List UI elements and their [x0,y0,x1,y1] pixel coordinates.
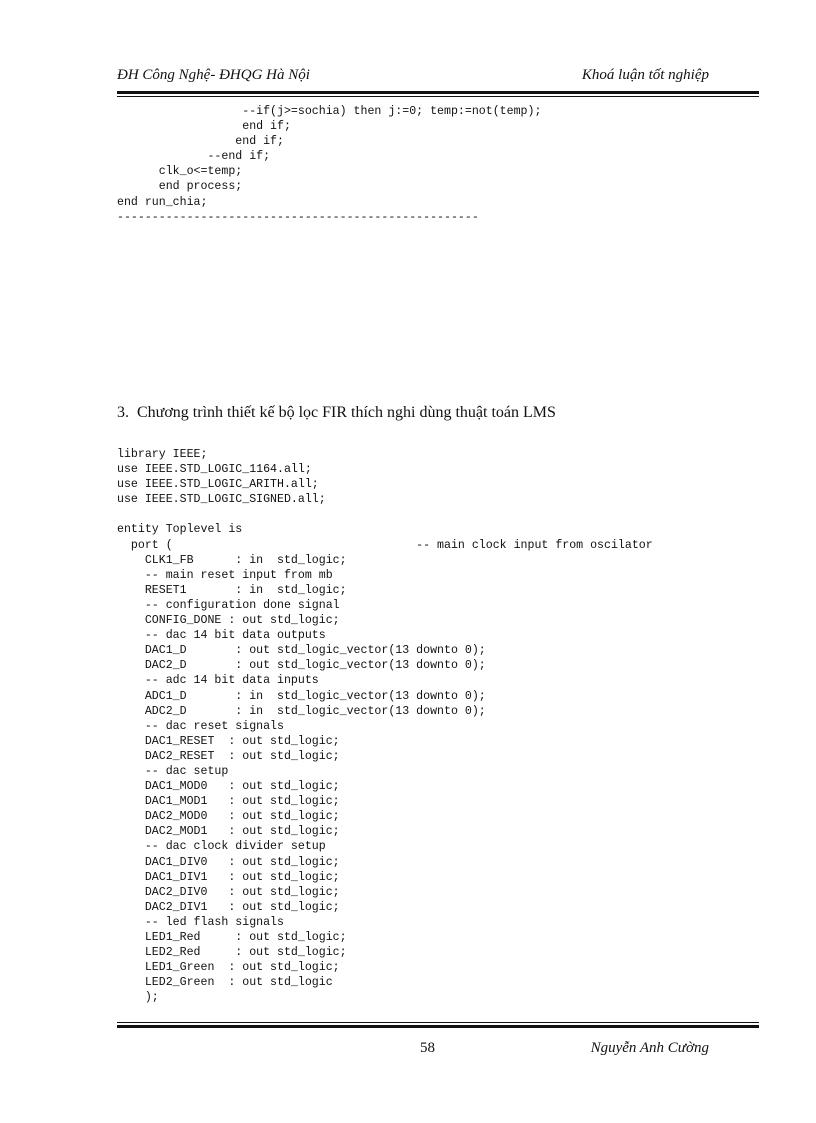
code-line: library IEEE; [117,448,208,461]
code-line: ); [117,991,159,1005]
code-line: DAC2_DIV1 : out std_logic; [117,900,340,914]
page-number: 58 [420,1040,435,1056]
code-line: DAC1_D : out std_logic_vector(13 downto 0); [117,644,486,658]
code-line: -- dac reset signals [117,719,284,733]
code-line: CONFIG_DONE : out std_logic; [117,614,340,628]
code-line: DAC2_MOD1 : out std_logic; [117,825,340,839]
code-line: ADC2_D : in std_logic_vector(13 downto 0); [117,704,486,718]
code-line: LED2_Green : out std_logic [117,976,333,990]
code-block-toplevel-entity [117,447,653,1005]
code-line: LED1_Red : out std_logic; [117,931,347,944]
section-title: Chương trình thiết kế bộ lọc FIR thích nghi dùng thuật toán LMS [137,404,556,421]
code-line: --if(j>=sochia) then j:=0; temp:=not(temp); [117,105,542,118]
code-line: DAC1_MOD1 : out std_logic; [117,795,340,809]
code-line: end if; [117,120,291,134]
footer-author: Nguyễn Anh Cường [590,1040,709,1056]
code-line: CLK1_FB : in std_logic; [117,553,347,567]
code-line: ---------------------------------------------------- [117,210,479,224]
code-line: -- configuration done signal [117,598,340,612]
code-line: use IEEE.STD_LOGIC_1164.all; [117,463,312,477]
code-line: RESET1 : in std_logic; [117,583,347,597]
code-line: DAC1_DIV0 : out std_logic; [117,855,340,869]
code-line: --end if; [117,150,271,164]
code-line: -- dac 14 bit data outputs [117,629,326,643]
code-line: LED2_Red : out std_logic; [117,946,347,960]
code-line: entity Toplevel is [117,523,243,537]
code-line: use IEEE.STD_LOGIC_ARITH.all; [117,478,319,492]
code-line: end process; [117,180,243,194]
code-line: -- dac setup [117,764,229,778]
code-line: -- led flash signals [117,915,284,929]
code-line: DAC1_MOD0 : out std_logic; [117,780,340,794]
code-line: DAC2_MOD0 : out std_logic; [117,810,340,824]
code-line: DAC2_D : out std_logic_vector(13 downto 0); [117,659,486,673]
code-block-clock-divider [117,104,541,225]
code-line: ADC1_D : in std_logic_vector(13 downto 0); [117,689,486,703]
code-line: LED1_Green : out std_logic; [117,961,340,975]
code-line: DAC1_RESET : out std_logic; [117,734,340,748]
code-line: DAC1_DIV1 : out std_logic; [117,870,340,884]
code-line: end if; [117,135,284,149]
header-rule-thin [117,96,759,97]
section-number: 3. [117,404,129,421]
section-heading [117,404,556,422]
code-line: DAC2_RESET : out std_logic; [117,749,340,763]
code-line: -- main reset input from mb [117,568,333,582]
header-institution: ĐH Công Nghệ- ĐHQG Hà Nội [117,67,310,83]
code-line: DAC2_DIV0 : out std_logic; [117,885,340,899]
code-line: port ( -- main clock input from oscilator [117,538,653,552]
code-line: -- dac clock divider setup [117,840,326,854]
code-line: -- adc 14 bit data inputs [117,674,319,688]
footer-rule-thin [117,1022,759,1023]
footer-rule-thick [117,1025,759,1028]
code-line: use IEEE.STD_LOGIC_SIGNED.all; [117,493,326,507]
code-line: clk_o<=temp; [117,165,243,179]
header-document-type: Khoá luận tốt nghiệp [581,67,709,83]
header-rule-thick [117,91,759,94]
code-line: end run_chia; [117,195,208,209]
